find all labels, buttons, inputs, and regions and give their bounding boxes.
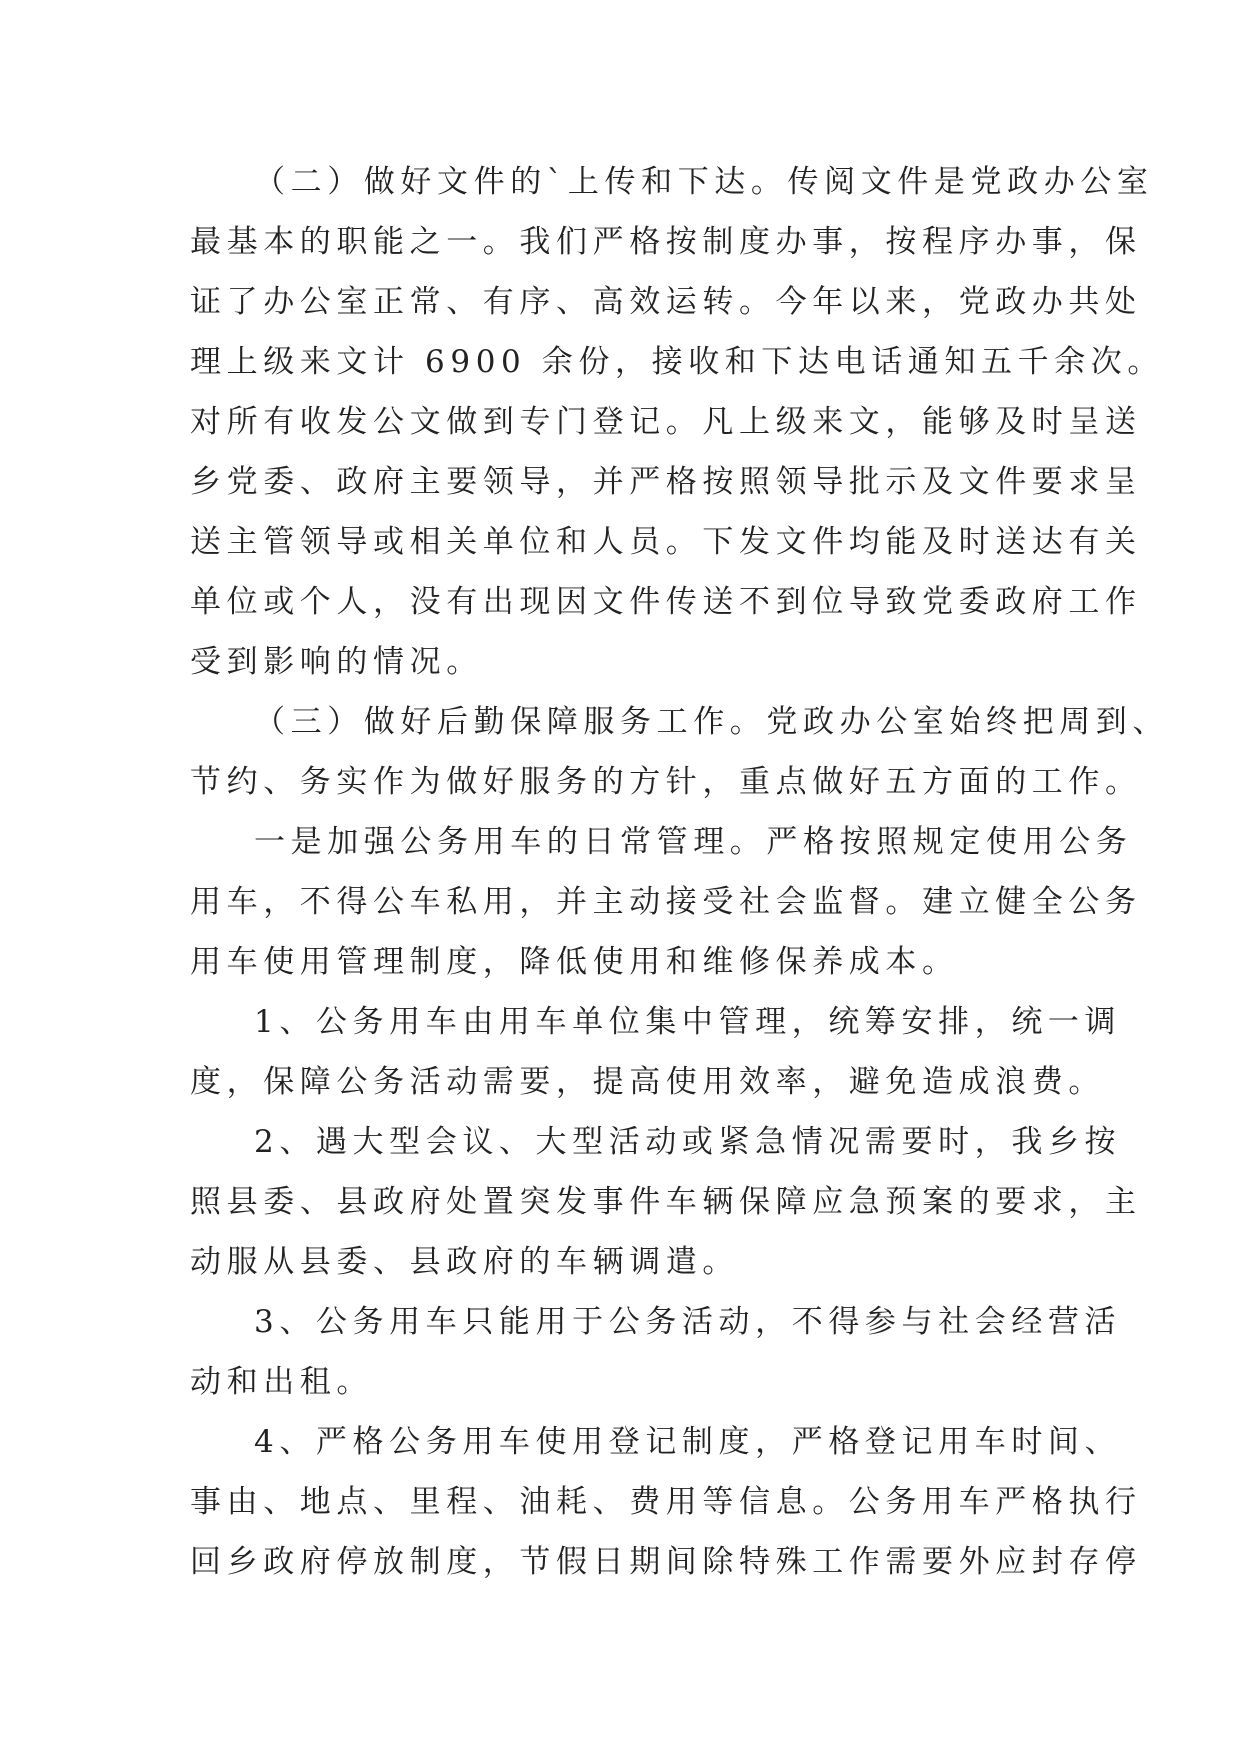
paragraph-line: 最基本的职能之一。我们严格按制度办事，按程序办事，保 (190, 224, 1142, 260)
paragraph-line: 单位或个人，没有出现因文件传送不到位导致党委政府工作 (190, 584, 1142, 620)
paragraph-line: 4、严格公务用车使用登记制度，严格登记用车时间、 (254, 1424, 1122, 1460)
paragraph-line: 对所有收发公文做到专门登记。凡上级来文，能够及时呈送 (190, 404, 1142, 440)
paragraph-line: 照县委、县政府处置突发事件车辆保障应急预案的要求，主 (190, 1184, 1142, 1220)
paragraph-line: （三）做好后勤保障服务工作。党政办公室始终把周到、 (254, 704, 1169, 740)
paragraph-line: 一是加强公务用车的日常管理。严格按照规定使用公务 (254, 824, 1133, 860)
paragraph-line: 动和出租。 (190, 1364, 373, 1400)
paragraph-line: 事由、地点、里程、油耗、费用等信息。公务用车严格执行 (190, 1484, 1142, 1520)
paragraph-line: 乡党委、政府主要领导，并严格按照领导批示及文件要求呈 (190, 464, 1142, 500)
paragraph-line: 送主管领导或相关单位和人员。下发文件均能及时送达有关 (190, 524, 1142, 560)
paragraph-line: 1、公务用车由用车单位集中管理，统筹安排，统一调 (254, 1004, 1122, 1040)
body-text (190, 152, 1169, 1592)
paragraph-line: 度，保障公务活动需要，提高使用效率，避免造成浪费。 (190, 1064, 1105, 1100)
paragraph-line: 用车，不得公车私用，并主动接受社会监督。建立健全公务 (190, 884, 1142, 920)
paragraph-line: 受到影响的情况。 (190, 644, 483, 680)
paragraph-line: 节约、务实作为做好服务的方针，重点做好五方面的工作。 (190, 764, 1142, 800)
paragraph-line: 动服从县委、县政府的车辆调遣。 (190, 1244, 739, 1280)
paragraph-line: （二）做好文件的`上传和下达。传阅文件是党政办公室 (254, 164, 1154, 200)
paragraph-line: 3、公务用车只能用于公务活动，不得参与社会经营活 (254, 1304, 1122, 1340)
paragraph-line: 回乡政府停放制度，节假日期间除特殊工作需要外应封存停 (190, 1544, 1142, 1580)
paragraph-line: 用车使用管理制度，降低使用和维修保养成本。 (190, 944, 959, 980)
paragraph-line: 理上级来文计 6900 余份，接收和下达电话通知五千余次。 (190, 344, 1164, 380)
paragraph-line: 2、遇大型会议、大型活动或紧急情况需要时，我乡按 (254, 1124, 1122, 1160)
paragraph-line: 证了办公室正常、有序、高效运转。今年以来，党政办共处 (190, 284, 1142, 320)
